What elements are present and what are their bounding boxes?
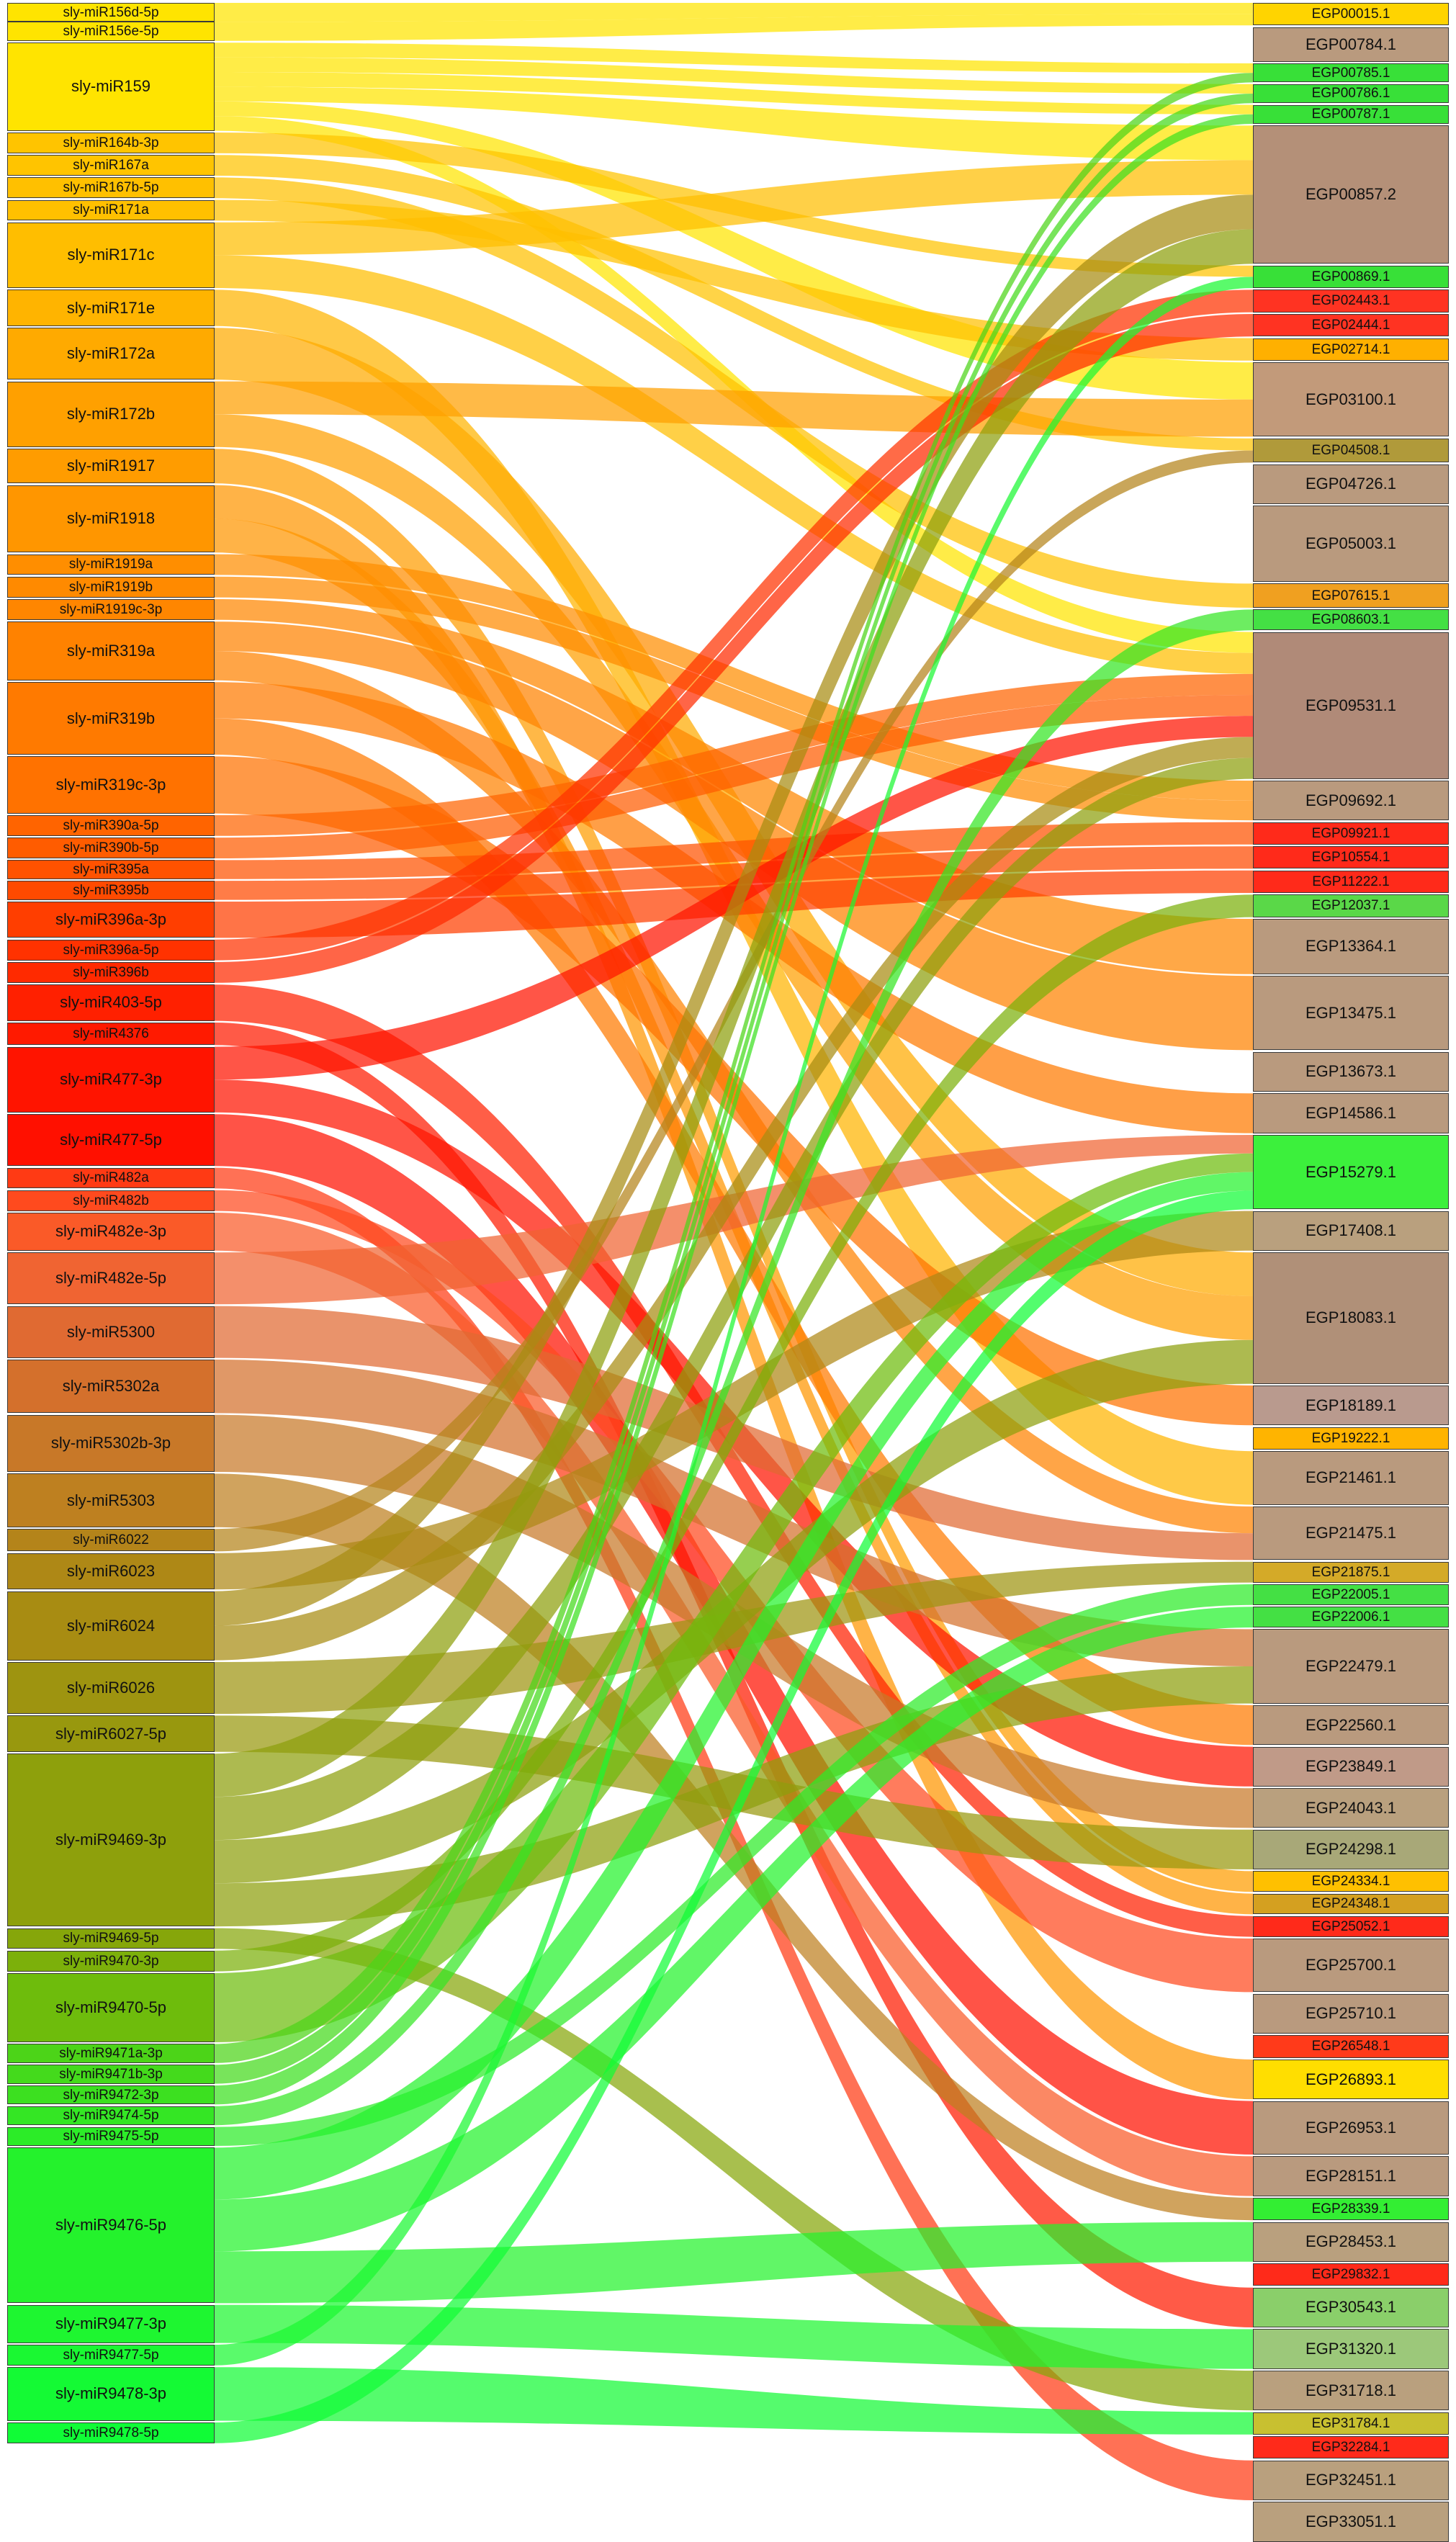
target-node-label: EGP24298.1 (1306, 1840, 1396, 1859)
mirna-node[interactable] (7, 1023, 215, 1045)
mirna-node-label: sly-miR9470-5p (55, 1998, 167, 2016)
target-node[interactable] (1253, 609, 1449, 630)
mirna-node-label: sly-miR1917 (66, 457, 156, 475)
target-node-label: EGP03100.1 (1306, 390, 1396, 408)
mirna-node[interactable] (7, 554, 215, 575)
sankey-link[interactable] (215, 2305, 1253, 2369)
target-node-label: EGP33051.1 (1306, 2512, 1396, 2530)
target-node-label: EGP24348.1 (1311, 1896, 1390, 1912)
target-node-label: EGP07615.1 (1311, 588, 1390, 603)
mirna-node[interactable] (7, 200, 215, 221)
mirna-node[interactable] (7, 1213, 215, 1251)
target-node[interactable] (1253, 1705, 1449, 1745)
mirna-node-label: sly-miR9471a-3p (59, 2046, 163, 2062)
target-node[interactable] (1253, 1385, 1449, 1425)
target-node[interactable] (1253, 919, 1449, 974)
target-node[interactable] (1253, 1252, 1449, 1383)
mirna-node-label: sly-miR5303 (66, 1491, 156, 1509)
mirna-node[interactable] (7, 860, 215, 879)
mirna-node[interactable] (7, 1047, 215, 1113)
target-node-label: EGP08603.1 (1311, 612, 1390, 628)
mirna-node[interactable] (7, 1415, 215, 1472)
mirna-node-label: sly-miR9478-3p (55, 2384, 167, 2403)
target-node[interactable] (1253, 2156, 1449, 2196)
mirna-node-label: sly-miR4376 (73, 1026, 149, 1042)
target-node[interactable] (1253, 1871, 1449, 1892)
target-node[interactable] (1253, 1562, 1449, 1583)
target-node[interactable] (1253, 464, 1449, 504)
mirna-node-label: sly-miR9469-5p (63, 1931, 159, 1946)
mirna-node[interactable] (7, 42, 215, 130)
mirna-node-label: sly-miR5302a (62, 1377, 160, 1396)
target-node[interactable] (1253, 1052, 1449, 1092)
mirna-node[interactable] (7, 485, 215, 553)
target-node-label: EGP26953.1 (1306, 2118, 1396, 2137)
target-node[interactable] (1253, 2412, 1449, 2435)
target-node-label: EGP09531.1 (1306, 696, 1396, 714)
mirna-node-label: sly-miR396a-3p (55, 910, 167, 929)
target-node[interactable] (1253, 2222, 1449, 2262)
mirna-node-label: sly-miR172a (66, 344, 156, 363)
mirna-node-label: sly-miR164b-3p (63, 135, 159, 151)
mirna-node-label: sly-miR477-5p (60, 1131, 162, 1149)
target-node[interactable] (1253, 1451, 1449, 1504)
target-node-label: EGP18189.1 (1306, 1396, 1396, 1414)
target-node-label: EGP28151.1 (1306, 2166, 1396, 2185)
mirna-node-label: sly-miR396a-5p (63, 942, 159, 958)
mirna-node-label: sly-miR477-3p (60, 1070, 162, 1089)
target-node[interactable] (1253, 2461, 1449, 2500)
mirna-node[interactable] (7, 1928, 215, 1949)
mirna-node-label: sly-miR6026 (66, 1679, 156, 1697)
mirna-node[interactable] (7, 1168, 215, 1189)
target-node-label: EGP23849.1 (1306, 1757, 1396, 1776)
target-node-label: EGP25052.1 (1311, 1918, 1390, 1934)
target-node[interactable] (1253, 1747, 1449, 1787)
target-node-label: EGP00857.2 (1306, 185, 1396, 204)
mirna-node[interactable] (7, 177, 215, 198)
mirna-node-label: sly-miR1919b (68, 579, 153, 595)
mirna-node-label: sly-miR159 (71, 77, 151, 96)
target-node[interactable] (1253, 289, 1449, 312)
target-node-label: EGP31784.1 (1311, 2415, 1390, 2431)
mirna-node[interactable] (7, 599, 215, 620)
target-node-label: EGP10554.1 (1311, 850, 1390, 866)
target-node-label: EGP32284.1 (1311, 2440, 1390, 2456)
mirna-node-label: sly-miR395b (73, 882, 149, 898)
target-node[interactable] (1253, 1135, 1449, 1209)
mirna-node-label: sly-miR1918 (66, 509, 156, 528)
mirna-node[interactable] (7, 2127, 215, 2146)
target-node-label: EGP31718.1 (1306, 2381, 1396, 2399)
target-node[interactable] (1253, 2263, 1449, 2286)
mirna-node-label: sly-miR482e-3p (55, 1222, 167, 1241)
target-node-label: EGP19222.1 (1311, 1430, 1390, 1446)
target-node[interactable] (1253, 1994, 1449, 2034)
mirna-node-label: sly-miR172b (66, 405, 156, 423)
target-node-label: EGP30543.1 (1306, 2298, 1396, 2317)
target-node[interactable] (1253, 105, 1449, 124)
target-node[interactable] (1253, 1093, 1449, 1133)
mirna-node-label: sly-miR156d-5p (63, 4, 159, 20)
target-node-label: EGP13475.1 (1306, 1003, 1396, 1022)
target-node-label: EGP22005.1 (1311, 1586, 1390, 1602)
target-node-label: EGP00784.1 (1306, 35, 1396, 53)
target-node[interactable] (1253, 1788, 1449, 1828)
target-node[interactable] (1253, 1916, 1449, 1937)
mirna-node-label: sly-miR5302b-3p (50, 1434, 171, 1452)
mirna-node-label: sly-miR171e (66, 298, 156, 317)
target-node[interactable] (1253, 362, 1449, 436)
mirna-node[interactable] (7, 1190, 215, 1211)
target-node[interactable] (1253, 822, 1449, 845)
mirna-node[interactable] (7, 1252, 215, 1304)
target-node-label: EGP22560.1 (1306, 1715, 1396, 1734)
mirna-node-label: sly-miR1919c-3p (59, 601, 163, 617)
mirna-node-label: sly-miR9471b-3p (59, 2066, 163, 2082)
mirna-node[interactable] (7, 289, 215, 325)
target-node[interactable] (1253, 871, 1449, 893)
mirna-node-label: sly-miR1919a (68, 557, 153, 572)
target-node-label: EGP02444.1 (1311, 318, 1390, 333)
mirna-node-label: sly-miR390b-5p (63, 840, 159, 856)
target-node-label: EGP25710.1 (1306, 2004, 1396, 2023)
mirna-node-label: sly-miR482e-5p (55, 1269, 167, 1288)
target-node-label: EGP22006.1 (1311, 1609, 1390, 1625)
mirna-node[interactable] (7, 577, 215, 598)
mirna-node[interactable] (7, 155, 215, 176)
mirna-node[interactable] (7, 940, 215, 961)
target-node[interactable] (1253, 314, 1449, 336)
mirna-node[interactable] (7, 1306, 215, 1358)
target-node[interactable] (1253, 1939, 1449, 1992)
target-node-label: EGP00869.1 (1311, 269, 1390, 284)
mirna-node[interactable] (7, 2106, 215, 2125)
target-node[interactable] (1253, 2060, 1449, 2099)
mirna-node-label: sly-miR6024 (66, 1616, 156, 1635)
target-node[interactable] (1253, 2329, 1449, 2368)
mirna-node[interactable] (7, 2305, 215, 2343)
mirna-node[interactable] (7, 837, 215, 858)
target-node-label: EGP00015.1 (1311, 6, 1390, 22)
target-node-label: EGP32451.1 (1306, 2471, 1396, 2489)
mirna-node[interactable] (7, 2147, 215, 2303)
target-node[interactable] (1253, 1607, 1449, 1627)
mirna-node-label: sly-miR482b (73, 1193, 149, 1208)
mirna-node[interactable] (7, 1360, 215, 1413)
target-node[interactable] (1253, 846, 1449, 868)
target-node[interactable] (1253, 439, 1449, 463)
mirna-node-label: sly-miR156e-5p (63, 24, 159, 40)
target-node[interactable] (1253, 2035, 1449, 2057)
mirna-node[interactable] (7, 2085, 215, 2104)
mirna-node-label: sly-miR9478-5p (63, 2425, 159, 2440)
mirna-node-label: sly-miR319c-3p (55, 775, 166, 794)
mirna-node[interactable] (7, 881, 215, 899)
mirna-node-label: sly-miR482a (73, 1170, 149, 1186)
target-node[interactable] (1253, 338, 1449, 361)
target-node-label: EGP13364.1 (1306, 937, 1396, 956)
mirna-node[interactable] (7, 1753, 215, 1926)
mirna-node[interactable] (7, 1715, 215, 1751)
target-node-label: EGP21461.1 (1306, 1468, 1396, 1487)
target-node[interactable] (1253, 583, 1449, 608)
mirna-node-label: sly-miR403-5p (60, 993, 162, 1012)
mirna-node-label: sly-miR9476-5p (55, 2216, 167, 2235)
target-node[interactable] (1253, 1629, 1449, 1703)
mirna-node-label: sly-miR396b (73, 964, 149, 980)
mirna-node[interactable] (7, 3, 215, 22)
mirna-node-label: sly-miR9470-3p (63, 1953, 159, 1969)
target-node[interactable] (1253, 1506, 1449, 1560)
mirna-node-label: sly-miR167a (73, 158, 149, 174)
target-node[interactable] (1253, 894, 1449, 917)
target-node-label: EGP00787.1 (1311, 107, 1390, 122)
mirna-node[interactable] (7, 1114, 215, 1166)
target-node[interactable] (1253, 1427, 1449, 1450)
target-node[interactable] (1253, 2288, 1449, 2327)
mirna-node-label: sly-miR9477-5p (63, 2347, 159, 2363)
target-node[interactable] (1253, 506, 1449, 582)
target-node-label: EGP31320.1 (1306, 2339, 1396, 2358)
target-node-label: EGP12037.1 (1311, 898, 1390, 914)
mirna-node-label: sly-miR6027-5p (55, 1724, 167, 1743)
mirna-node-label: sly-miR9475-5p (63, 2129, 159, 2144)
mirna-node[interactable] (7, 962, 215, 983)
target-node[interactable] (1253, 1584, 1449, 1605)
mirna-node-label: sly-miR171c (67, 246, 155, 264)
target-node[interactable] (1253, 976, 1449, 1050)
target-node-label: EGP00785.1 (1311, 65, 1390, 81)
target-node-label: EGP24334.1 (1311, 1874, 1390, 1890)
target-node[interactable] (1253, 63, 1449, 82)
mirna-node-label: sly-miR171a (73, 202, 149, 218)
mirna-node[interactable] (7, 223, 215, 288)
mirna-node-label: sly-miR9472-3p (63, 2087, 159, 2103)
mirna-node[interactable] (7, 2044, 215, 2062)
target-node-label: EGP04726.1 (1306, 475, 1396, 493)
target-node[interactable] (1253, 2198, 1449, 2220)
target-node-label: EGP21875.1 (1311, 1564, 1390, 1580)
mirna-node[interactable] (7, 902, 215, 938)
mirna-node[interactable] (7, 133, 215, 153)
mirna-node[interactable] (7, 2367, 215, 2420)
mirna-node[interactable] (7, 328, 215, 379)
mirna-node-label: sly-miR5300 (66, 1322, 156, 1341)
mirna-node[interactable] (7, 22, 215, 40)
target-node-label: EGP11222.1 (1312, 873, 1390, 889)
target-node[interactable] (1253, 781, 1449, 820)
target-node[interactable] (1253, 2502, 1449, 2541)
target-node-label: EGP28453.1 (1306, 2232, 1396, 2251)
target-node[interactable] (1253, 266, 1449, 288)
target-node-label: EGP26893.1 (1306, 2070, 1396, 2088)
target-node-label: EGP22479.1 (1306, 1656, 1396, 1675)
mirna-node-label: sly-miR319a (66, 641, 156, 660)
target-node-label: EGP00786.1 (1311, 86, 1390, 102)
target-node-label: EGP28339.1 (1311, 2201, 1390, 2217)
target-node[interactable] (1253, 1894, 1449, 1915)
target-node[interactable] (1253, 2436, 1449, 2458)
mirna-node[interactable] (7, 1529, 215, 1551)
mirna-node-label: sly-miR6022 (73, 1532, 149, 1548)
target-node[interactable] (1253, 1830, 1449, 1869)
target-node[interactable] (1253, 2371, 1449, 2410)
target-node-label: EGP13673.1 (1306, 1062, 1396, 1081)
mirna-node[interactable] (7, 756, 215, 813)
mirna-node[interactable] (7, 1473, 215, 1527)
target-node[interactable] (1253, 125, 1449, 264)
target-node-label: EGP02714.1 (1311, 341, 1390, 357)
target-node-label: EGP05003.1 (1306, 534, 1396, 553)
target-node[interactable] (1253, 1211, 1449, 1251)
mirna-node[interactable] (7, 2065, 215, 2083)
mirna-node[interactable] (7, 1662, 215, 1714)
mirna-node-label: sly-miR390a-5p (63, 817, 159, 833)
mirna-node[interactable] (7, 449, 215, 483)
mirna-node-label: sly-miR9477-3p (55, 2314, 167, 2333)
mirna-node[interactable] (7, 2345, 215, 2366)
mirna-node-label: sly-miR395a (73, 862, 149, 878)
target-node-label: EGP04508.1 (1311, 443, 1390, 459)
target-node[interactable] (1253, 84, 1449, 103)
mirna-node[interactable] (7, 1973, 215, 2042)
target-node-label: EGP09921.1 (1311, 825, 1390, 841)
mirna-node[interactable] (7, 1951, 215, 1972)
target-node-label: EGP21475.1 (1306, 1524, 1396, 1542)
mirna-node[interactable] (7, 1591, 215, 1661)
mirna-node[interactable] (7, 984, 215, 1020)
target-node-label: EGP25700.1 (1306, 1956, 1396, 1975)
mirna-node[interactable] (7, 2422, 215, 2443)
target-node-label: EGP29832.1 (1311, 2267, 1390, 2283)
mirna-node-label: sly-miR9469-3p (55, 1831, 167, 1849)
target-node-label: EGP02443.1 (1311, 293, 1390, 309)
target-node[interactable] (1253, 2101, 1449, 2155)
mirna-node-label: sly-miR167b-5p (63, 180, 159, 196)
target-node-label: EGP18083.1 (1306, 1308, 1396, 1327)
target-node-label: EGP17408.1 (1306, 1221, 1396, 1240)
mirna-node[interactable] (7, 815, 215, 836)
target-node-label: EGP26548.1 (1311, 2039, 1390, 2054)
mirna-node-label: sly-miR9474-5p (63, 2108, 159, 2124)
target-node-label: EGP14586.1 (1306, 1103, 1396, 1122)
mirna-node-label: sly-miR6023 (66, 1561, 156, 1580)
target-node-label: EGP09692.1 (1306, 791, 1396, 809)
target-node[interactable] (1253, 27, 1449, 62)
target-node[interactable] (1253, 3, 1449, 25)
mirna-node[interactable] (7, 682, 215, 755)
mirna-node[interactable] (7, 382, 215, 447)
target-node-label: EGP24043.1 (1306, 1798, 1396, 1817)
mirna-node-label: sly-miR319b (66, 709, 156, 727)
mirna-node[interactable] (7, 621, 215, 681)
target-node[interactable] (1253, 632, 1449, 779)
target-node-label: EGP15279.1 (1306, 1162, 1396, 1181)
mirna-node[interactable] (7, 1553, 215, 1589)
